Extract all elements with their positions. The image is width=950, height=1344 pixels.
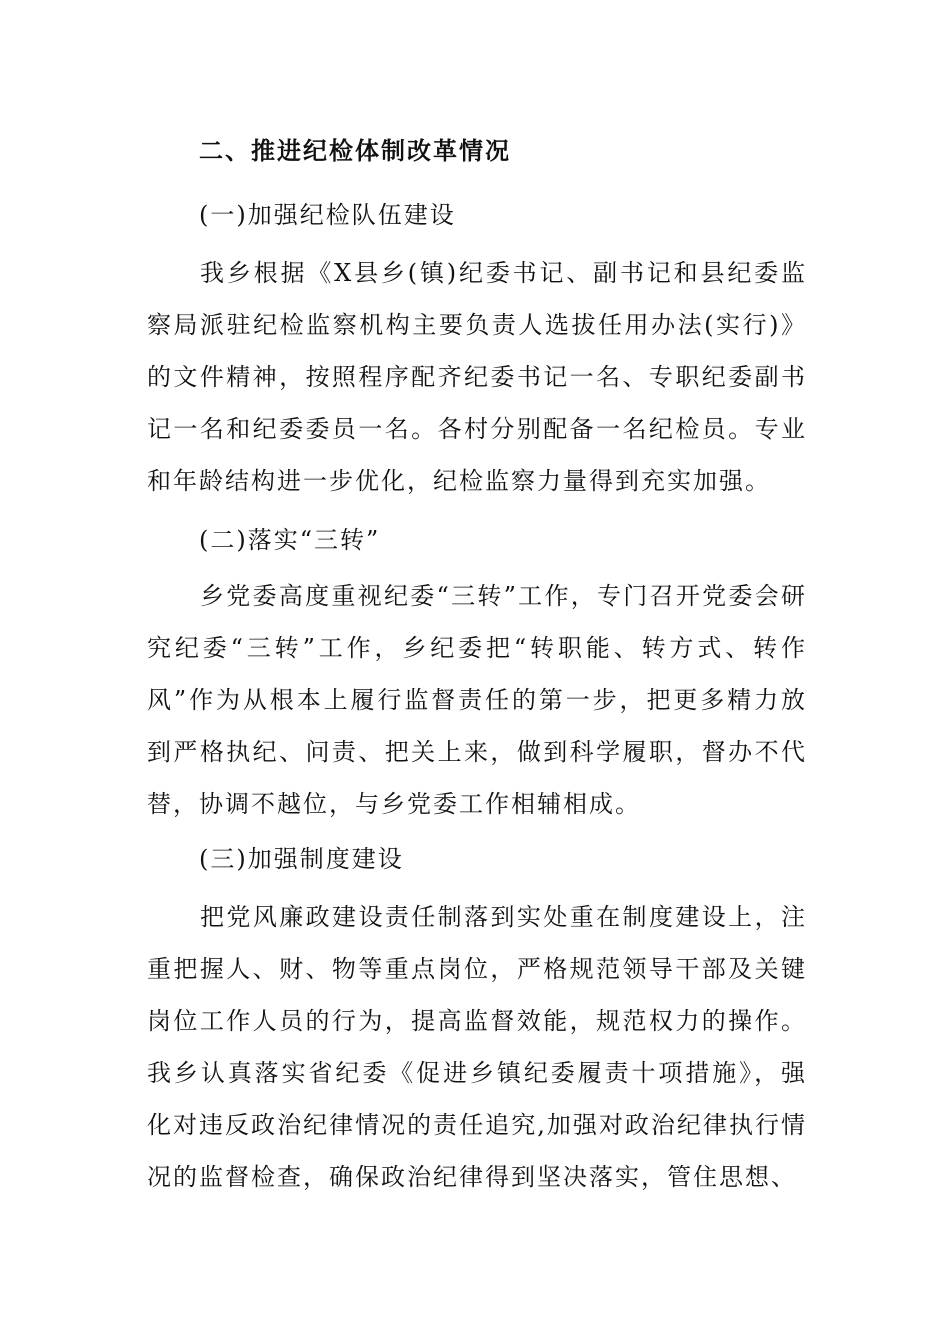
subsection-heading-2: (二)落实“三转”	[199, 526, 381, 554]
subsection-heading-3: (三)加强制度建设	[199, 845, 404, 873]
subsection-body-3: 把党风廉政建设责任制落到实处重在制度建设上，注重把握人、财、物等重点岗位，严格规范领导干部及关键岗位工作人员的行为，提高监督效能，规范权力的操作。我乡认真落实省纪委《促进乡镇纪委履责十项措施》，强化对违反政治纪律情况的责任追究,加强对政治纪律执行情况的监督检查，确保政治纪律得到坚决落实，管住思想、	[147, 903, 807, 1191]
section-heading: 二、推进纪检体制改革情况	[199, 137, 511, 165]
subsection-body-1: 我乡根据《X县乡(镇)纪委书记、副书记和县纪委监察局派驻纪检监察机构主要负责人选拔任用办法(实行)》的文件精神，按照程序配齐纪委书记一名、专职纪委副书记一名和纪委委员一名。各村分别配备一名纪检员。专业和年龄结构进一步优化，纪检监察力量得到充实加强。	[147, 259, 807, 495]
subsection-body-2: 乡党委高度重视纪委“三转”工作，专门召开党委会研究纪委“三转”工作，乡纪委把“转职能、转方式、转作风”作为从根本上履行监督责任的第一步，把更多精力放到严格执纪、问责、把关上来，做到科学履职，督办不代替，协调不越位，与乡党委工作相辅相成。	[147, 582, 807, 818]
subsection-heading-1: (一)加强纪检队伍建设	[199, 201, 456, 229]
